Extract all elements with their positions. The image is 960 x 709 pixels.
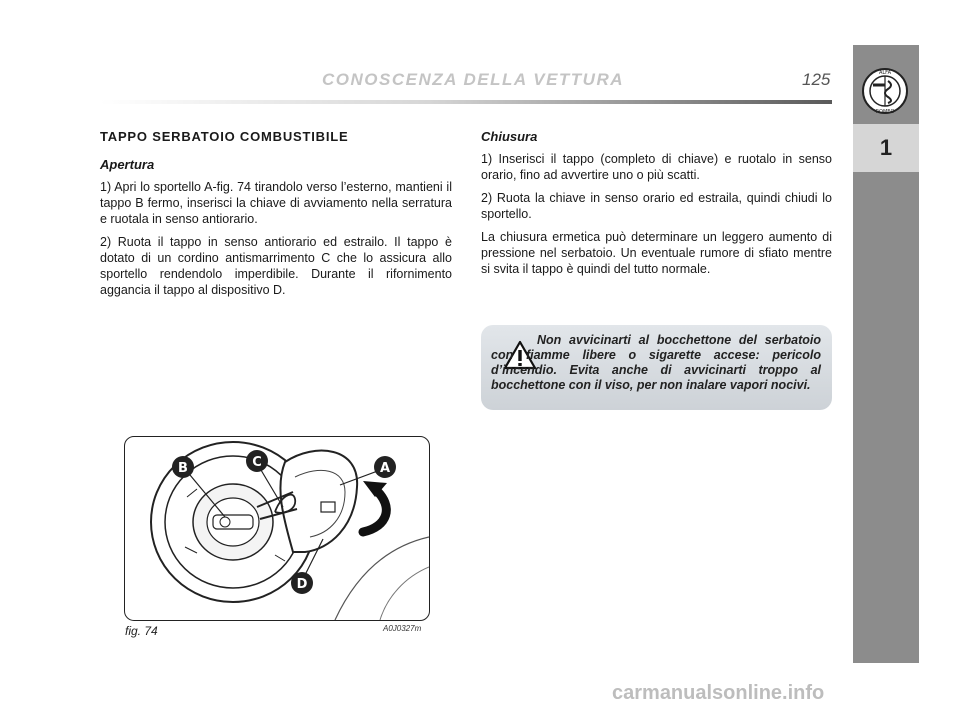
left-column xyxy=(100,129,452,305)
callout-c-label: C xyxy=(252,455,262,470)
svg-text:ALFA: ALFA xyxy=(878,70,892,76)
figure-74 xyxy=(124,436,430,621)
paragraph: 1) Inserisci il tappo (completo di chiave) e ruotalo in senso orario, fino ad avvertire uno o più scatti. xyxy=(481,152,832,182)
svg-text:ROMEO: ROMEO xyxy=(875,109,895,115)
page-header-title: CONOSCENZA DELLA VETTURA xyxy=(322,70,625,89)
callout-a-label: A xyxy=(379,461,391,476)
figure-caption: fig. 74 xyxy=(125,624,158,638)
figure-code: A0J0327m xyxy=(383,624,422,633)
paragraph: 2) Ruota la chiave in senso orario ed estraila, quindi chiudi lo sportello. xyxy=(481,191,832,221)
subtitle-chiusura: Chiusura xyxy=(481,129,538,144)
alfa-romeo-logo-icon xyxy=(861,67,909,115)
paragraph: La chiusura ermetica può determinare un leggero aumento di pressione nel serbatoio. Un eventuale rumore di sfiato mentre si svita il tappo è quindi del tutto normale. xyxy=(481,230,832,276)
page-number: 125 xyxy=(802,70,831,89)
warning-text: Non avvicinarti al bocchettone del serbatoio con fiamme libere o sigarette accese: pericolo d’incendio. Evita anche di avvicinarti troppo al bocchettone con il viso, per non inalare vapori nocivi. xyxy=(491,333,821,392)
paragraph: 2) Ruota il tappo in senso antiorario ed estrailo. Il tappo è dotato di un cordino antismarrimento C che lo assicura allo sportello rendendolo imperdibile. Durante il rifornimento aggancia il tappo al dispositivo D. xyxy=(100,235,452,297)
subtitle-apertura: Apertura xyxy=(100,157,155,172)
chapter-number: 1 xyxy=(853,124,919,172)
section-title: TAPPO SERBATOIO COMBUSTIBILE xyxy=(100,129,349,144)
header-rule xyxy=(100,100,832,104)
right-column xyxy=(481,129,832,284)
callout-d-label: D xyxy=(296,577,308,592)
watermark: carmanualsonline.info xyxy=(612,682,825,704)
warning-box xyxy=(481,325,832,410)
paragraph: 1) Apri lo sportello A-fig. 74 tirandolo verso l’esterno, mantieni il tappo B fermo, inserisci la chiave di avviamento nella serratura e ruotala in senso antiorario. xyxy=(100,180,452,226)
fuel-cap-illustration xyxy=(125,437,429,620)
callout-b-label: B xyxy=(178,461,188,476)
